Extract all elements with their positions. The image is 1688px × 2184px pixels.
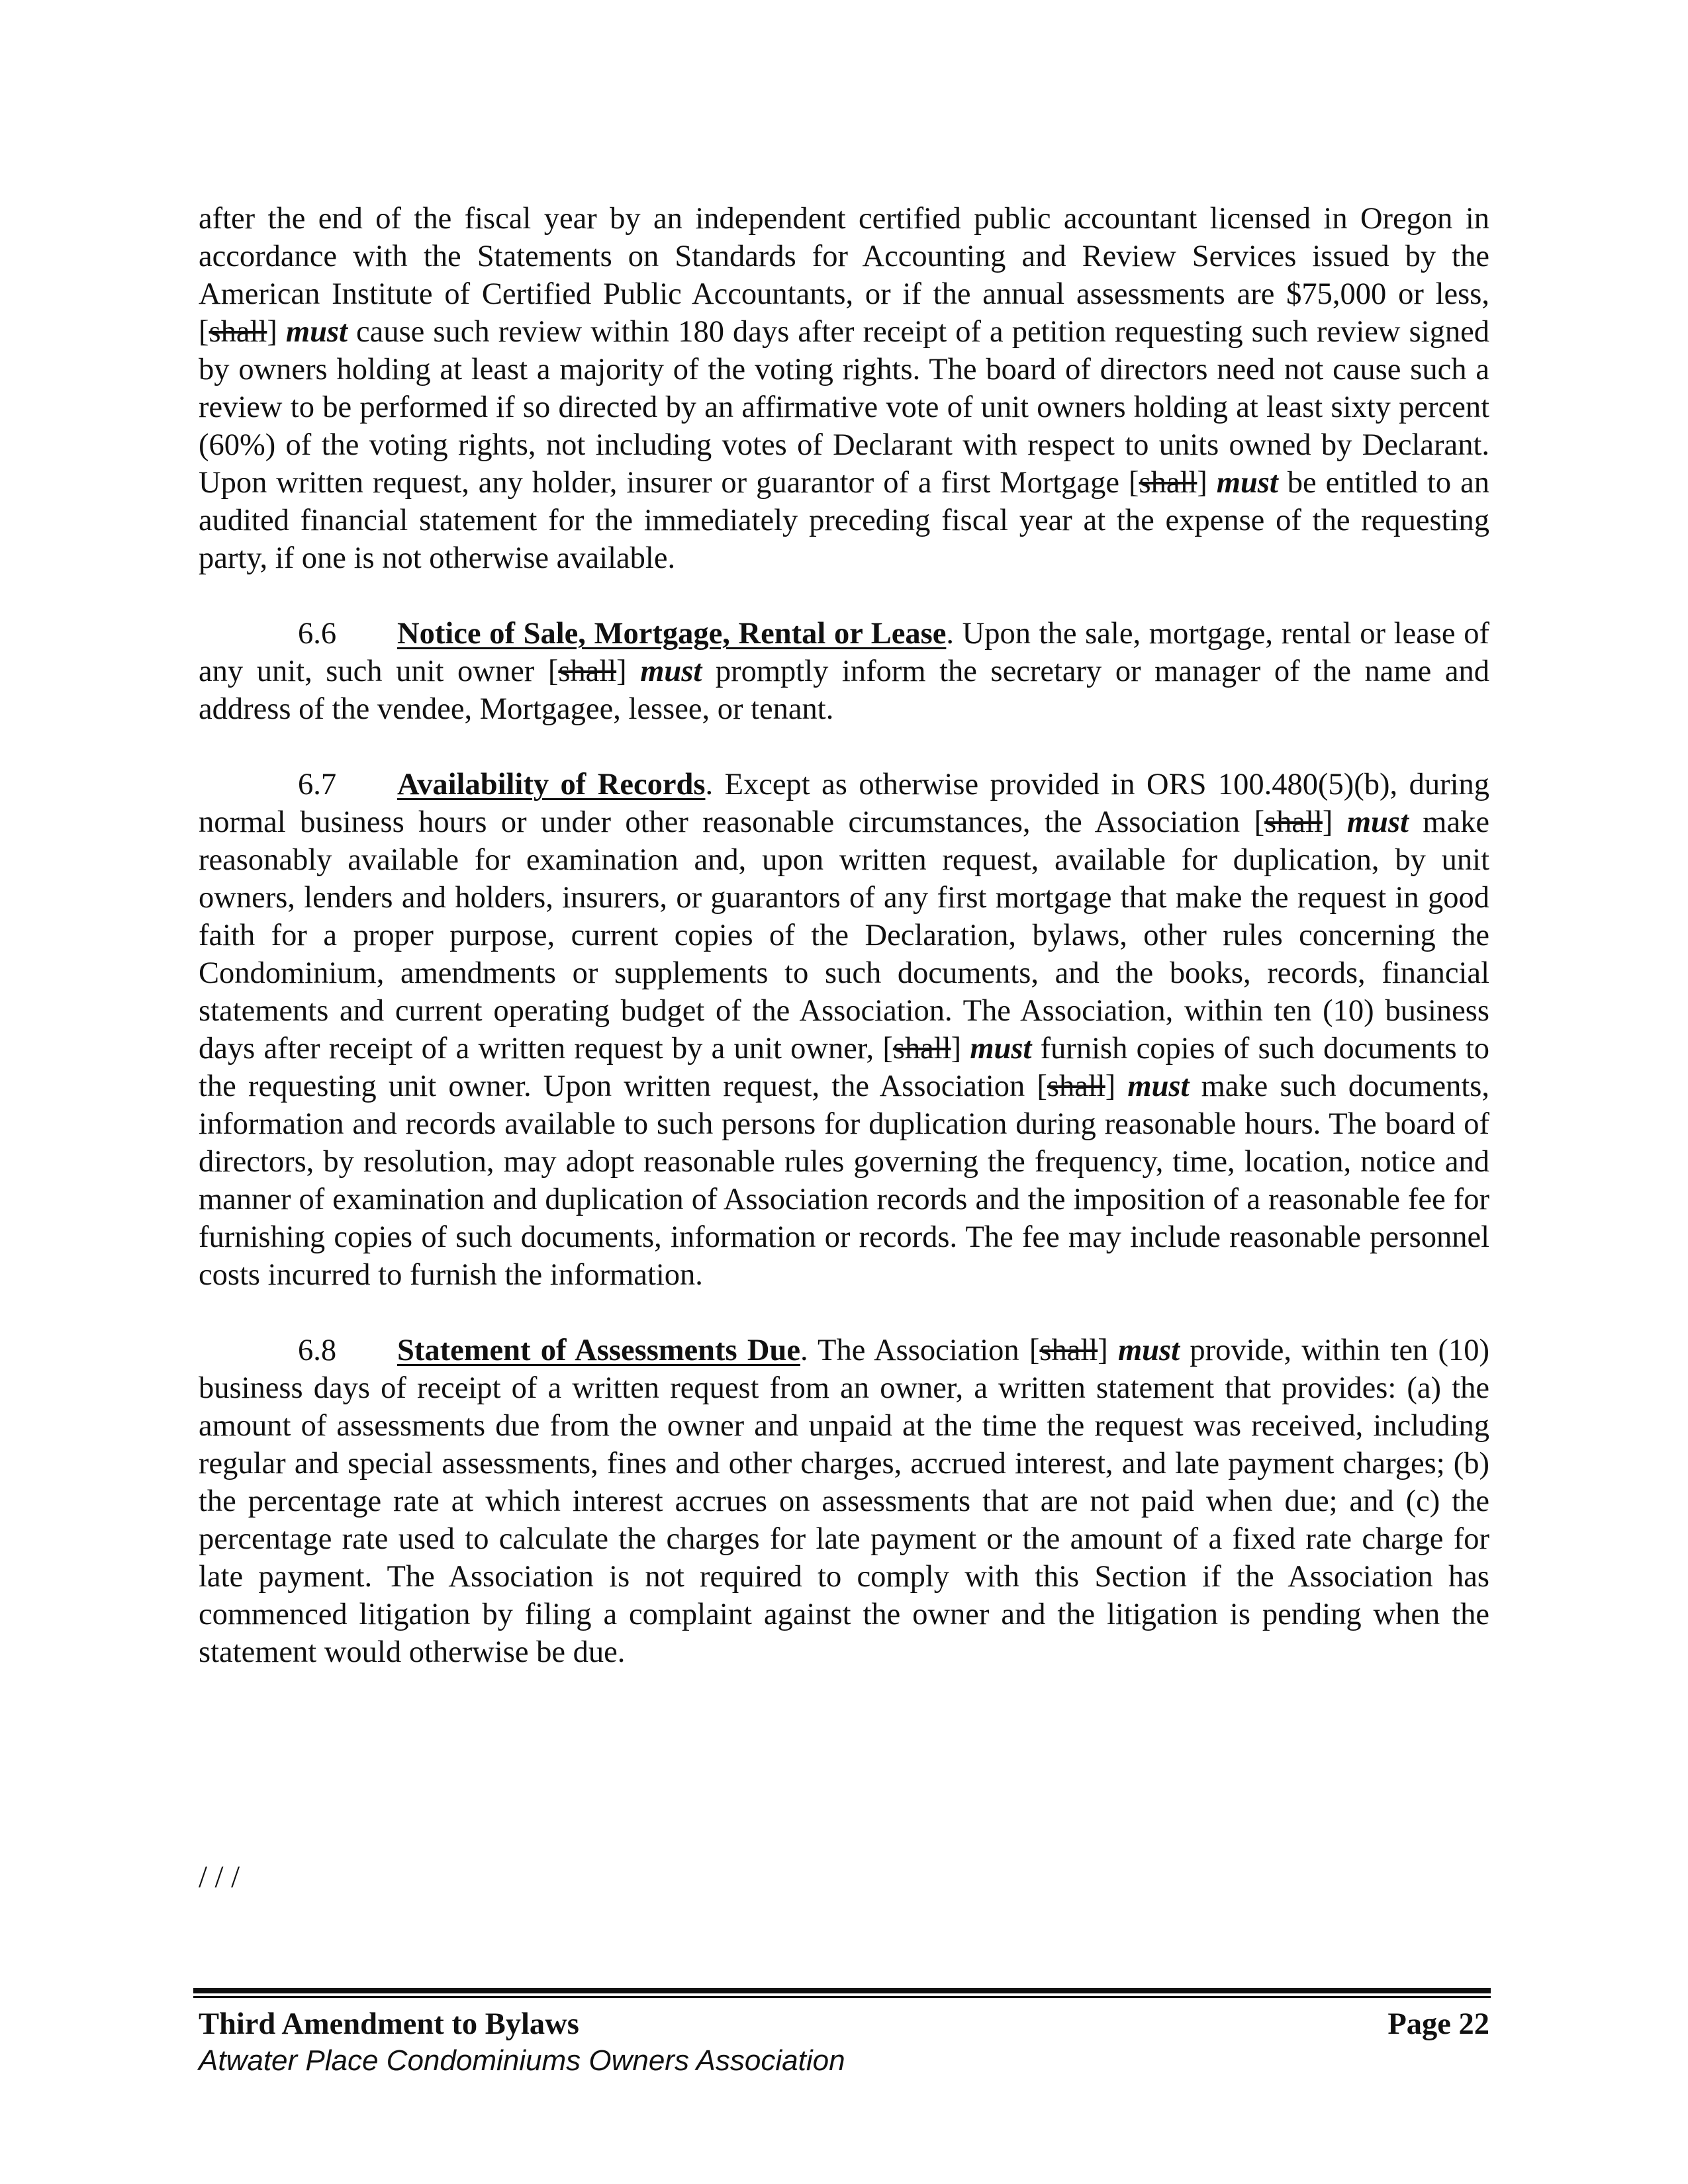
section-heading: Availability of Records [397,768,706,801]
text-run: ] [1098,1334,1119,1367]
footer-association-name: Atwater Place Condominiums Owners Association [199,2044,845,2077]
text-run: furnish copies of such documents to the requesting unit owner. Upon written request, the Association [ [199,1032,1489,1103]
text-run: cause such review within 180 days after receipt of a petition requesting such review signed by owners holding at least a majority of the voting rights. The board of directors need not cause such a review to be performed if so directed by an affirmative vote of unit owners holding at least sixty percent (60%) of the voting rights, not including votes of Declarant with respect to units owned by Declarant. Upon written request, any holder, insurer or guarantor of a first Mortgage [ [199,315,1489,500]
text-run: after the end of the fiscal year by an independent certified public accountant licensed in Oregon in accordance with the Statements on Standards for Accounting and Review Services issued by the American Institute of Certified Public Accountants, or if the annual assessments are $75,000 or less, [ [199,202,1489,349]
inserted-word: must [640,655,702,688]
footer-rule [193,1988,1491,1993]
inserted-word: must [970,1032,1032,1066]
text-run: make such documents, information and records available to such persons for duplication during reasonable hours. The board of directors, by resolution, may adopt reasonable rules governing the frequency, time, location, notice and manner of examination and duplication of Association records and the imposition of a reasonable fee for furnishing copies of such documents, information or records. The fee may include reasonable personnel costs incurred to furnish the information. [199,1069,1489,1292]
text-run: ] [1105,1069,1128,1103]
section-heading: Statement of Assessments Due [397,1334,800,1367]
footer-page-number: Page 22 [1387,2007,1489,2041]
inserted-word: must [1118,1334,1180,1367]
inserted-word: must [1127,1069,1190,1103]
continuation-mark: / / / [199,1860,240,1894]
section-number: 6.8 [298,1334,337,1367]
inserted-word: must [1346,805,1409,839]
text-run: make reasonably available for examination and, upon written request, available for duplication, by unit owners, lenders and holders, insurers, or guarantors of any first mortgage that make the request in good faith for a proper purpose, current copies of the Declaration, bylaws, other rules concerning the Condominium, amendments or supplements to such documents, and the books, records, financial statements and current operating budget of the Association. The Association, within ten (10) business days after receipt of a written request by a unit owner, [ [199,805,1489,1066]
section-6-8 [199,1332,1489,1671]
text-run: ] [267,315,286,349]
section-6-7 [199,766,1489,1294]
section-number: 6.6 [298,617,337,651]
text-run: . Except as otherwise provided in ORS 100.480(5)(b), during normal business hours or under other reasonable circumstances, the Association [ [199,768,1489,839]
section-6-6 [199,615,1489,728]
text-run: provide, within ten (10) business days of receipt of a written request from an owner, a written statement that provides: (a) the amount of assessments due from the owner and unpaid at the time the request was received, including regular and special assessments, fines and other charges, accrued interest, and late payment charges; (b) the percentage rate at which interest accrues on assessments that are not paid when due; and (c) the percentage rate used to calculate the charges for late payment or the amount of a fixed rate charge for late payment. The Association is not required to comply with this Section if the Association has commenced litigation by filing a complaint against the owner and the litigation is pending when the statement would otherwise be due. [199,1334,1489,1669]
text-run: ] [616,655,641,688]
deleted-word: shall [1047,1069,1105,1103]
deleted-word: shall [1139,466,1197,500]
deleted-word: shall [892,1032,951,1066]
text-run: ] [1322,805,1347,839]
text-run: ] [951,1032,970,1066]
section-heading: Notice of Sale, Mortgage, Rental or Lease [397,617,947,651]
footer-rule-secondary [193,1996,1491,1998]
deleted-word: shall [209,315,267,349]
deleted-word: shall [558,655,617,688]
inserted-word: must [285,315,348,349]
deleted-word: shall [1039,1334,1098,1367]
text-run: . Upon the sale, mortgage, rental or lease of any unit, such unit owner [ [199,617,1489,688]
section-number: 6.7 [298,768,337,801]
deleted-word: shall [1264,805,1323,839]
text-run: . The Association [ [800,1334,1040,1367]
inserted-word: must [1216,466,1278,500]
text-run: be entitled to an audited financial statement for the immediately preceding fiscal year at the expense of the requesting party, if one is not otherwise available. [199,466,1489,575]
footer-document-title: Third Amendment to Bylaws [199,2007,579,2041]
text-run: ] [1197,466,1217,500]
body-text [199,200,1489,1709]
paragraph-continuation [199,200,1489,577]
text-run: promptly inform the secretary or manager of the name and address of the vendee, Mortgagee, lessee, or tenant. [199,655,1489,726]
